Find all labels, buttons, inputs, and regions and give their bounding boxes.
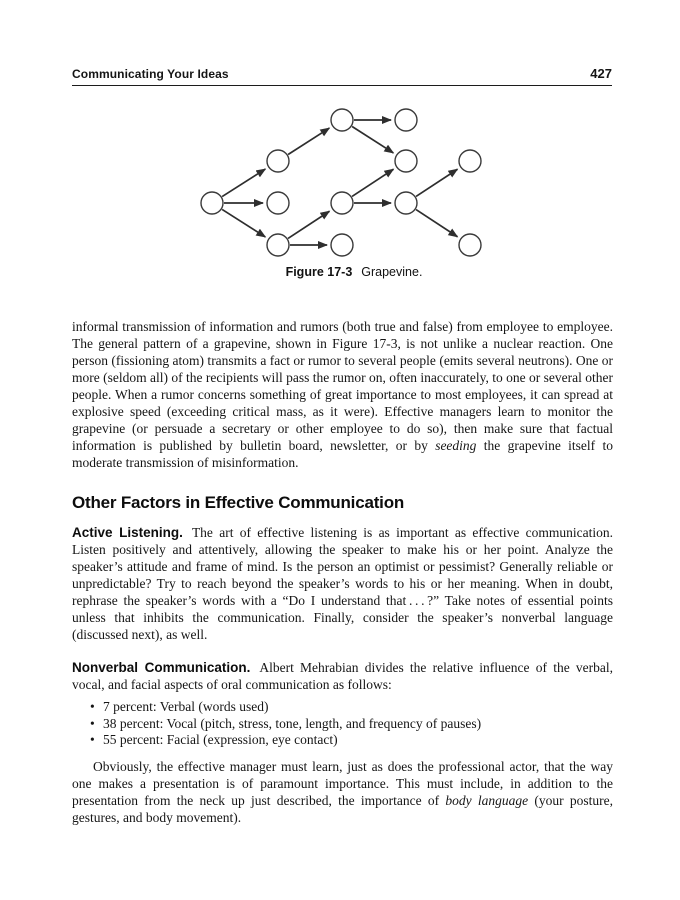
grapevine-node-G: [331, 234, 353, 256]
list-item-vocal: • 38 percent: Vocal (pitch, stress, tone, length, and frequency of pauses): [90, 716, 613, 733]
figure-caption-text: Grapevine.: [361, 265, 423, 279]
grapevine-node-B: [267, 150, 289, 172]
intro-italic-word: seeding: [435, 438, 477, 453]
grapevine-figure: [0, 0, 680, 290]
closing-italic-phrase: body language: [445, 792, 529, 808]
grapevine-node-A: [201, 192, 223, 214]
grapevine-node-C: [267, 192, 289, 214]
closing-text-before: Obviously, the effective manager must learn, just as does the professional actor, that the way one makes a presentation is of paramount importance. This must include, in addition to the presentation from the neck up just described, the importance of: [72, 758, 613, 808]
grapevine-node-L: [459, 234, 481, 256]
section-heading: Other Factors in Effective Communication: [72, 493, 405, 512]
body-text: [72, 318, 613, 826]
grapevine-edge-J-L: [416, 210, 457, 237]
nonverbal-text: Albert Mehrabian divides the relative influence of the verbal, vocal, and facial aspects of oral communication as follows:: [72, 660, 613, 692]
figure-caption: [0, 265, 680, 279]
list-item-facial: • 55 percent: Facial (expression, eye contact): [90, 732, 613, 749]
percent-list: [72, 699, 613, 749]
closing-text-after: (your posture, gestures, and body movement).: [72, 792, 614, 825]
figure-caption-label: Figure 17-3: [285, 265, 353, 279]
grapevine-node-E: [331, 109, 353, 131]
grapevine-edge-A-B: [222, 169, 265, 197]
intro-text-before: informal transmission of information and rumors (both true and false) from employee to employee. The general pattern of a grapevine, shown in Figure 17-3, is not unlike a nuclear reaction. One person (fissioning atom) transmits a fact or rumor to several people (emits several neutrons). One or more (seldom all) of the recipients will pass the rumor on, often inaccurately, to one or several other people. When a rumor concerns something of great importance to most employees, it can spread at explosive speed (exceeding critical mass, as it were). Effective managers learn to monitor the grapevine (or persuade a secretary or other employee to do so), then make sure that factual information is published by bulletin board, newsletter, or by: [72, 319, 613, 453]
grapevine-node-K: [459, 150, 481, 172]
active-listening-heading: Active Listening.: [72, 525, 183, 540]
grapevine-edge-F-I: [352, 169, 393, 196]
intro-text-after: the grapevine itself to moderate transmission of misinformation.: [72, 438, 613, 470]
grapevine-node-D: [267, 234, 289, 256]
nonverbal-paragraph: [72, 659, 613, 693]
list-item-verbal: • 7 percent: Verbal (words used): [90, 699, 613, 716]
grapevine-edge-E-I: [352, 126, 393, 152]
grapevine-edge-B-E: [288, 128, 329, 154]
grapevine-edge-D-F: [288, 211, 329, 238]
closing-paragraph: [72, 758, 613, 826]
grapevine-node-J: [395, 192, 417, 214]
grapevine-node-H: [395, 109, 417, 131]
page-number: 427: [590, 66, 612, 81]
intro-paragraph: [72, 318, 613, 471]
grapevine-edge-A-D: [222, 209, 265, 237]
grapevine-edge-J-K: [416, 169, 457, 196]
active-listening-paragraph: [72, 524, 613, 643]
running-title: Communicating Your Ideas: [72, 67, 229, 81]
nonverbal-heading: Nonverbal Communication.: [72, 660, 251, 675]
active-listening-text: The art of effective listening is as important as effective communication. Listen positively and attentively, allowing the speaker to make his or her point. Analyze the speaker’s attitude and frame of mind. Is the person an optimist or pessimist? Generally reliable or unpredictable? Try to reach beyond the speaker’s words to his or her meaning. When in doubt, rephrase the speaker’s words with a “Do I understand that . . . ?” Take notes of essential points unless that inhibits the communication. Finally, consider the speaker’s nonverbal language (discussed next), as well.: [72, 525, 613, 642]
grapevine-node-I: [395, 150, 417, 172]
grapevine-node-F: [331, 192, 353, 214]
